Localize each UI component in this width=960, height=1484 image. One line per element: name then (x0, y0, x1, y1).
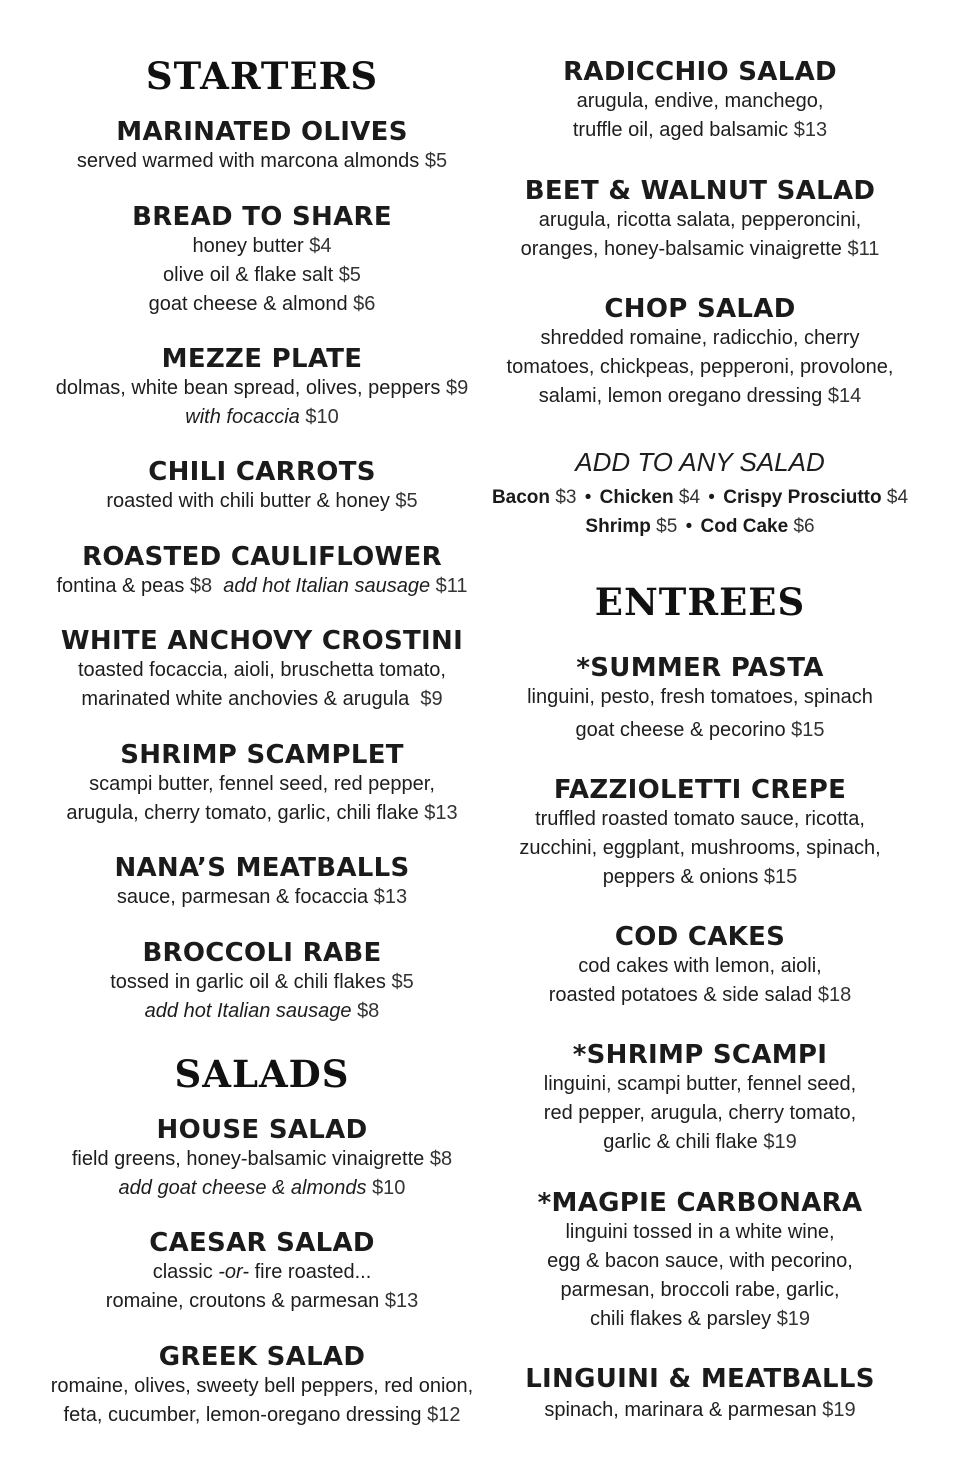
description-text: toasted focaccia, aioli, bruschetta tomato, (78, 659, 446, 681)
item-description (480, 206, 920, 235)
item-description (480, 952, 920, 981)
description-text: marinated white anchovies & arugula (81, 688, 410, 710)
item-price: $11 (847, 238, 880, 260)
menu-item-beet-walnut-salad (480, 176, 920, 264)
description-text: garlic & chili flake (603, 1131, 758, 1153)
item-description (42, 1372, 482, 1401)
item-option (42, 1174, 482, 1203)
item-price: $19 (822, 1399, 856, 1421)
item-description (480, 87, 920, 116)
item-name: COD CAKES (614, 922, 786, 952)
description-text: feta, cucumber, lemon-oregano dressing (63, 1404, 422, 1426)
item-description (480, 683, 920, 712)
item-price: $5 (338, 264, 361, 286)
description-text: salami, lemon oregano dressing (538, 385, 823, 407)
addons-heading: ADD TO ANY SALAD (575, 447, 825, 477)
menu-item-linguini-meatballs (480, 1364, 920, 1425)
item-name: RADICCHIO SALAD (563, 57, 837, 87)
menu-item-caesar-salad (42, 1228, 482, 1316)
addon-name: Cod Cake (700, 516, 789, 537)
addon-name: Crispy Prosciutto (723, 487, 882, 508)
item-name: *SUMMER PASTA (576, 653, 824, 683)
description-text: arugula, ricotta salata, pepperoncini, (538, 209, 862, 231)
item-description (480, 805, 920, 834)
item-option (42, 290, 482, 319)
item-description (42, 685, 482, 714)
addon-price: $5 (656, 516, 678, 537)
item-price: $12 (427, 1404, 461, 1426)
description-text: roasted potatoes & side salad (548, 984, 813, 1006)
item-description (480, 382, 920, 411)
description-text: oranges, honey-balsamic vinaigrette (520, 238, 842, 260)
item-description (480, 981, 920, 1010)
item-name: CHOP SALAD (604, 294, 796, 324)
item-option (42, 403, 482, 432)
description-text: truffled roasted tomato sauce, ricotta, (535, 808, 865, 830)
item-description (42, 374, 482, 403)
item-price: $15 (763, 866, 798, 888)
option-text: goat cheese & almond (148, 293, 348, 315)
item-description (42, 1145, 482, 1174)
addon-name: Shrimp (585, 516, 651, 537)
item-name: *MAGPIE CARBONARA (537, 1188, 863, 1218)
description-text: scampi butter, fennel seed, red pepper, (89, 773, 435, 795)
menu-item-roasted-cauliflower (42, 542, 482, 601)
menu-item-shrimp-scamplet (42, 740, 482, 828)
item-price: $9 (445, 377, 469, 399)
description-text: chili flakes & parsley (589, 1308, 772, 1330)
item-price: $13 (793, 119, 828, 141)
menu-item-broccoli-rabe (42, 938, 482, 1026)
menu-item-house-salad (42, 1115, 482, 1203)
menu-item-fazzioletti-crepe (480, 775, 920, 892)
description-text: tomatoes, chickpeas, pepperoni, provolone, (506, 356, 894, 378)
item-description (480, 235, 920, 264)
item-price: $8 (429, 1148, 453, 1170)
description-text: zucchini, eggplant, mushrooms, spinach, (519, 837, 881, 859)
item-name: MEZZE PLATE (161, 344, 363, 374)
item-name: FAZZIOLETTI CREPE (553, 775, 847, 805)
addon-price: $3 (555, 487, 577, 508)
item-price: $5 (424, 150, 448, 172)
item-description (42, 656, 482, 685)
description-text: fontina & peas (56, 575, 185, 597)
item-description (42, 883, 482, 912)
description-text: goat cheese & pecorino (575, 719, 786, 741)
item-description (480, 1128, 920, 1157)
item-price: $14 (827, 385, 862, 407)
addons-row (480, 512, 920, 541)
item-price: $5 (395, 490, 418, 512)
item-description (42, 1287, 482, 1316)
description-text: sauce, parmesan & focaccia (116, 886, 369, 908)
description-text: egg & bacon sauce, with pecorino, (547, 1250, 853, 1272)
item-name: CHILI CARROTS (148, 457, 376, 487)
description-text: linguini, pesto, fresh tomatoes, spinach (527, 686, 873, 708)
item-name: LINGUINI & MEATBALLS (525, 1364, 875, 1394)
item-price: $10 (372, 1177, 406, 1199)
menu-item-mezze-plate (42, 344, 482, 432)
description-text: fire roasted... (254, 1261, 372, 1283)
item-name: *SHRIMP SCAMPI (572, 1040, 828, 1070)
item-option (42, 997, 482, 1026)
description-text: truffle oil, aged balsamic (572, 119, 789, 141)
item-description (480, 116, 920, 145)
item-price: $10 (305, 406, 339, 428)
addons-row (480, 483, 920, 512)
item-name: BREAD TO SHARE (132, 202, 392, 232)
menu-item-nanas-meatballs (42, 853, 482, 912)
item-price: $18 (817, 984, 852, 1006)
menu-item-shrimp-scampi (480, 1040, 920, 1157)
item-price: $15 (791, 719, 825, 741)
item-name: CAESAR SALAD (149, 1228, 375, 1258)
menu-item-bread-to-share (42, 202, 482, 319)
item-description (42, 487, 482, 516)
menu-item-radicchio-salad (480, 57, 920, 145)
option-text: honey butter (192, 235, 304, 257)
description-or: -or- (218, 1261, 250, 1283)
salad-addons (480, 447, 920, 541)
description-text: arugula, endive, manchego, (576, 90, 824, 112)
description-text: classic (152, 1261, 213, 1283)
item-option (42, 232, 482, 261)
item-name: NANA’S MEATBALLS (114, 853, 410, 883)
description-text: parmesan, broccoli rabe, garlic, (560, 1279, 840, 1301)
addon-name: Bacon (491, 487, 551, 508)
item-price: $6 (353, 293, 376, 315)
item-name: HOUSE SALAD (156, 1115, 368, 1145)
item-description (480, 1396, 920, 1425)
item-description (480, 353, 920, 382)
item-price: $19 (763, 1131, 797, 1153)
option-text: add goat cheese & almonds (118, 1177, 367, 1199)
menu-item-chop-salad (480, 294, 920, 411)
item-description (480, 1218, 920, 1247)
description-text: romaine, croutons & parmesan (105, 1290, 380, 1312)
item-description (42, 1401, 482, 1430)
item-description (480, 1305, 920, 1334)
separator-dot: • (584, 487, 592, 508)
item-price: $9 (420, 688, 443, 710)
item-name: GREEK SALAD (158, 1342, 366, 1372)
item-description (42, 147, 482, 176)
description-text: shredded romaine, radicchio, cherry (540, 327, 860, 349)
item-description (480, 1099, 920, 1128)
addon-price: $4 (886, 487, 909, 508)
description-text: roasted with chili butter & honey (106, 490, 390, 512)
addon-price: $6 (793, 516, 815, 537)
salads-heading: SALADS (174, 1052, 350, 1096)
item-name: BROCCOLI RABE (142, 938, 382, 968)
entrees-heading: ENTREES (594, 580, 806, 624)
item-description (42, 770, 482, 799)
menu-item-cod-cakes (480, 922, 920, 1010)
item-name: ROASTED CAULIFLOWER (82, 542, 442, 572)
menu-item-magpie-carbonara (480, 1188, 920, 1334)
menu-item-summer-pasta (480, 653, 920, 745)
addon-name: Chicken (599, 487, 674, 508)
menu-item-white-anchovy-crostini (42, 626, 482, 714)
description-text: spinach, marinara & parmesan (544, 1399, 817, 1421)
item-description (480, 324, 920, 353)
item-description (480, 863, 920, 892)
item-description (480, 1276, 920, 1305)
item-price: $13 (384, 1290, 419, 1312)
menu-item-chili-carrots (42, 457, 482, 516)
description-text: field greens, honey-balsamic vinaigrette (71, 1148, 425, 1170)
item-name: WHITE ANCHOVY CROSTINI (60, 626, 464, 656)
item-option (42, 261, 482, 290)
description-text: arugula, cherry tomato, garlic, chili flake (66, 802, 419, 824)
item-price: $11 (435, 575, 468, 597)
description-text: tossed in garlic oil & chili flakes (110, 971, 386, 993)
separator-dot: • (685, 516, 693, 537)
option-text: add hot Italian sausage (223, 575, 431, 597)
menu-item-marinated-olives (42, 117, 482, 176)
description-text: romaine, olives, sweety bell peppers, red onion, (50, 1375, 474, 1397)
description-text: dolmas, white bean spread, olives, peppers (55, 377, 441, 399)
item-description (42, 1258, 482, 1287)
option-text: add hot Italian sausage (144, 1000, 352, 1022)
item-name: MARINATED OLIVES (116, 117, 408, 147)
item-price: $8 (189, 575, 213, 597)
item-price: $8 (357, 1000, 380, 1022)
menu-item-greek-salad (42, 1342, 482, 1430)
item-description (42, 572, 482, 601)
item-description (480, 1070, 920, 1099)
item-price: $13 (424, 802, 458, 824)
item-description (480, 716, 920, 745)
item-price: $4 (309, 235, 332, 257)
description-text: cod cakes with lemon, aioli, (578, 955, 822, 977)
item-description (42, 799, 482, 828)
description-text: served warmed with marcona almonds (76, 150, 420, 172)
item-name: SHRIMP SCAMPLET (120, 740, 404, 770)
item-description (480, 834, 920, 863)
item-price: $19 (776, 1308, 811, 1330)
option-text: with focaccia (185, 406, 300, 428)
item-description (42, 968, 482, 997)
addon-price: $4 (678, 487, 701, 508)
separator-dot: • (708, 487, 715, 508)
description-text: red pepper, arugula, cherry tomato, (543, 1102, 857, 1124)
item-description (480, 1247, 920, 1276)
description-text: peppers & onions (602, 866, 759, 888)
description-text: linguini tossed in a white wine, (565, 1221, 835, 1243)
starters-heading: STARTERS (145, 54, 379, 98)
item-price: $5 (391, 971, 414, 993)
description-text: linguini, scampi butter, fennel seed, (543, 1073, 857, 1095)
item-name: BEET & WALNUT SALAD (524, 176, 876, 206)
item-price: $13 (373, 886, 408, 908)
option-text: olive oil & flake salt (163, 264, 334, 286)
